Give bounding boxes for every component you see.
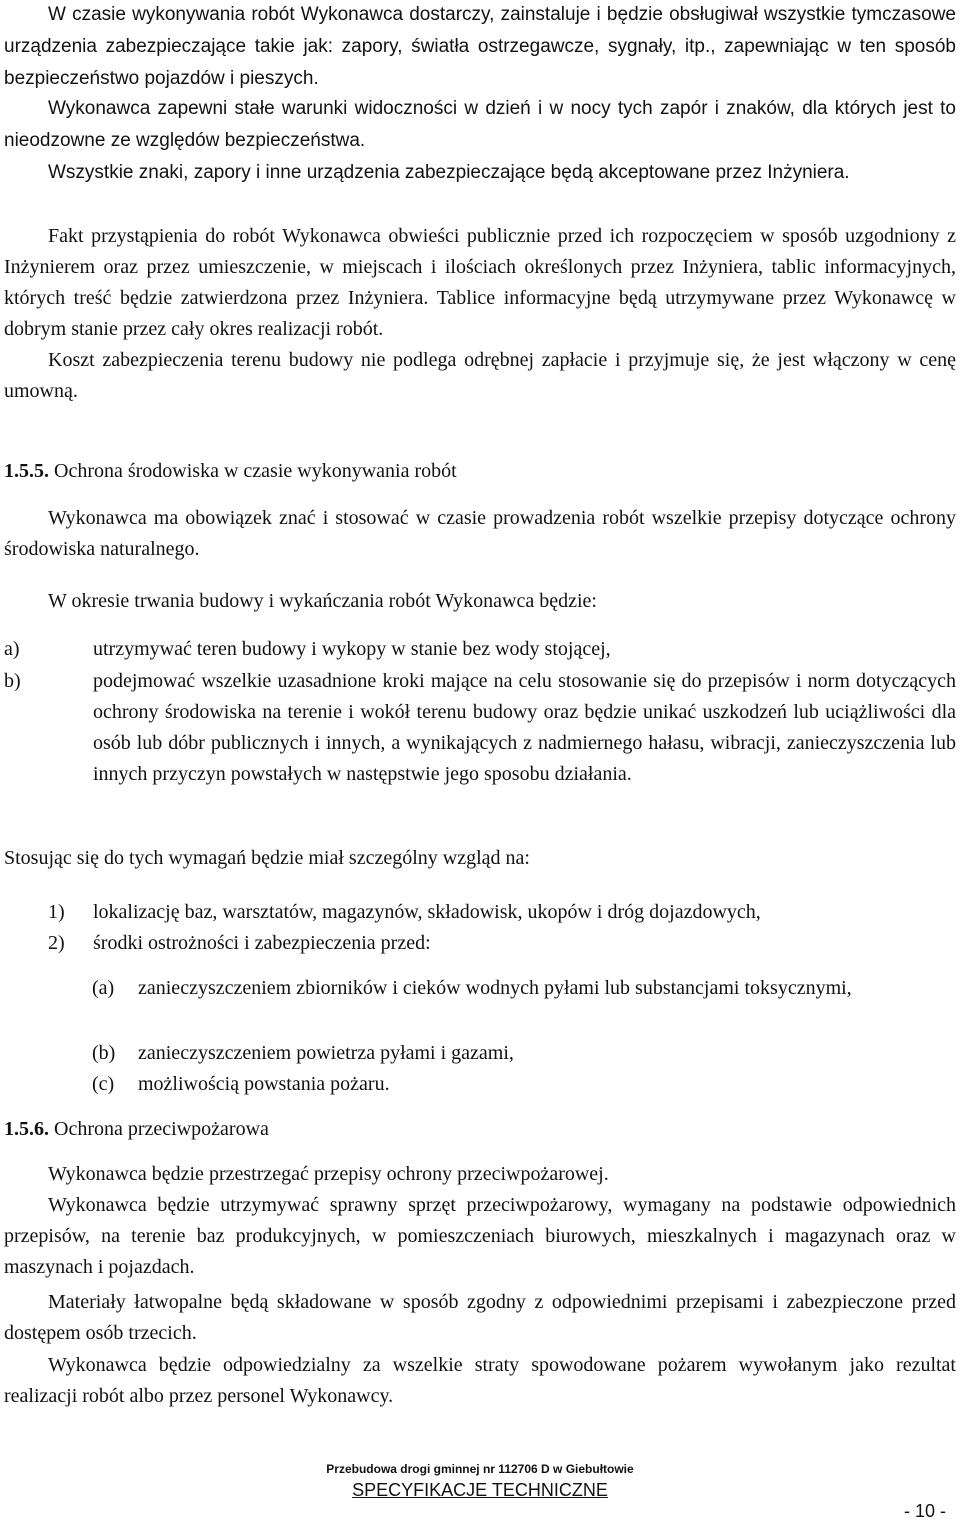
section-number: 1.5.6. bbox=[4, 1118, 49, 1140]
paragraph-visibility: Wykonawca zapewni stałe warunki widoczności w dzień i w nocy tych zapór i znaków, dla których jest to nieodzowne ze względów bezpieczeństwa. bbox=[4, 98, 956, 151]
list-label: a) bbox=[4, 638, 20, 660]
page-number: - 10 - bbox=[903, 1501, 946, 1521]
paragraph-fire-rules: Wykonawca będzie przestrzegać przepisy ochrony przeciwpożarowej. bbox=[48, 1163, 609, 1185]
list-text: środki ostrożności i zabezpieczenia przed: bbox=[93, 932, 431, 954]
section-number: 1.5.5. bbox=[4, 460, 49, 482]
footer-project-title: Przebudowa drogi gminnej nr 112706 D w Giebułtowie bbox=[326, 1462, 634, 1476]
list-text: podejmować wszelkie uzasadnione kroki mające na celu stosowanie się do przepisów i norm dotyczących ochrony środowiska na terenie i wokół terenu budowy oraz będzie unikać uszkodzeń lub uciążliwości dla osób lub dóbr publicznych i innych, a wynikających z nadmiernego hałasu, wibracji, zanieczyszczenia lub innych przyczyn powstałych w następstwie jego sposobu działania. bbox=[93, 670, 956, 785]
list-label: 2) bbox=[48, 932, 65, 954]
section-title: Ochrona przeciwpożarowa bbox=[54, 1118, 269, 1140]
list-item bbox=[48, 897, 956, 928]
list-item bbox=[92, 973, 956, 1004]
list-text: możliwością powstania pożaru. bbox=[138, 1073, 390, 1095]
section-heading-156 bbox=[4, 1114, 956, 1145]
paragraph-lead: W okresie trwania budowy i wykańczania robót Wykonawca będzie: bbox=[48, 590, 597, 612]
list-text: zanieczyszczeniem zbiorników i cieków wodnych pyłami lub substancjami toksycznymi, bbox=[138, 977, 852, 999]
list-text: lokalizację baz, warsztatów, magazynów, składowisk, ukopów i dróg dojazdowych, bbox=[93, 901, 761, 923]
list-label: 1) bbox=[48, 901, 65, 923]
paragraph-cost: Koszt zabezpieczenia terenu budowy nie podlega odrębnej zapłacie i przyjmuje się, że jest włączony w cenę umowną. bbox=[4, 349, 956, 402]
list-item bbox=[92, 1038, 956, 1069]
list-label: b) bbox=[4, 670, 21, 692]
paragraph-environment-duty: Wykonawca ma obowiązek znać i stosować w czasie prowadzenia robót wszelkie przepisy dotyczące ochrony środowiska naturalnego. bbox=[4, 507, 956, 560]
list-item bbox=[48, 928, 956, 959]
list-label: (a) bbox=[92, 977, 115, 999]
paragraph-acceptance: Wszystkie znaki, zapory i inne urządzenia zabezpieczające będą akceptowane przez Inżyniera. bbox=[48, 162, 850, 183]
paragraph-safety-devices: W czasie wykonywania robót Wykonawca dostarczy, zainstaluje i będzie obsługiwał wszystkie tymczasowe urządzenia zabezpieczające takie jak: zapory, światła ostrzegawcze, sygnały, itp., zapewniając w ten sposób bezpieczeństwo pojazdów i pieszych. bbox=[4, 4, 956, 89]
list-text: utrzymywać teren budowy i wykopy w stanie bez wody stojącej, bbox=[93, 638, 611, 660]
list-item bbox=[4, 666, 956, 790]
paragraph-fire-equipment: Wykonawca będzie utrzymywać sprawny sprzęt przeciwpożarowy, wymagany na podstawie odpowiednich przepisów, na terenie baz produkcyjnych, w pomieszczeniach biurowych, mieszkalnych i magazynach oraz w maszynach i pojazdach. bbox=[4, 1194, 956, 1278]
list-item bbox=[4, 634, 956, 665]
list-item bbox=[92, 1069, 956, 1100]
paragraph-regard: Stosując się do tych wymagań będzie miał szczególny wzgląd na: bbox=[4, 847, 530, 869]
list-text: zanieczyszczeniem powietrza pyłami i gazami, bbox=[138, 1042, 514, 1064]
section-title: Ochrona środowiska w czasie wykonywania robót bbox=[54, 460, 457, 482]
list-label: (b) bbox=[92, 1042, 116, 1064]
footer-specification-label: SPECYFIKACJE TECHNICZNE bbox=[352, 1480, 608, 1500]
section-heading-155 bbox=[4, 456, 956, 487]
paragraph-fire-liability: Wykonawca będzie odpowiedzialny za wszelkie straty spowodowane pożarem wywołanym jako rezultat realizacji robót albo przez personel Wykonawcy. bbox=[4, 1354, 956, 1407]
list-label: (c) bbox=[92, 1073, 115, 1095]
paragraph-information-boards: Fakt przystąpienia do robót Wykonawca obwieści publicznie przed ich rozpoczęciem w sposób uzgodniony z Inżynierem oraz przez umieszczenie, w miejscach i ilościach określonych przez Inżyniera, tablic informacyjnych, których treść będzie zatwierdzona przez Inżyniera. Tablice informacyjne będą utrzymywane przez Wykonawcę w dobrym stanie przez cały okres realizacji robót. bbox=[4, 225, 956, 340]
paragraph-flammable-materials: Materiały łatwopalne będą składowane w sposób zgodny z odpowiednimi przepisami i zabezpieczone przed dostępem osób trzecich. bbox=[4, 1291, 956, 1344]
